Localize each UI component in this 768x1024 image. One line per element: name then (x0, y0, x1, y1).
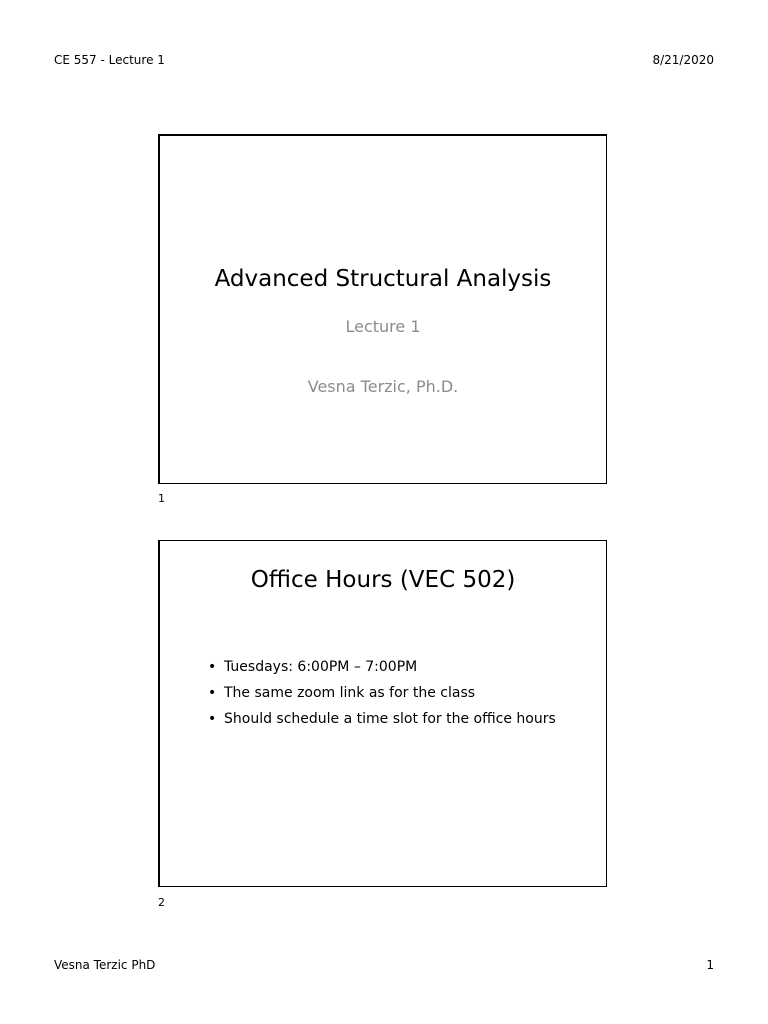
slide-2 (158, 540, 607, 887)
page-header (54, 53, 714, 67)
slide-2-title: Office Hours (VEC 502) (250, 567, 516, 593)
slide-number-1: 1 (158, 492, 165, 505)
slide-1-title: Advanced Structural Analysis (214, 266, 552, 292)
author-footer: Vesna Terzic PhD (54, 958, 156, 972)
slide-1 (158, 134, 607, 484)
course-label: CE 557 - Lecture 1 (54, 53, 165, 67)
page-number: 1 (706, 958, 714, 972)
slide-1-author: Vesna Terzic, Ph.D. (307, 377, 459, 396)
bullet-item: • Should schedule a time slot for the office hours (208, 706, 556, 732)
bullet-item: • The same zoom link as for the class (208, 680, 556, 706)
bullet-item: • Tuesdays: 6:00PM – 7:00PM (208, 654, 556, 680)
slide-1-subtitle: Lecture 1 (345, 317, 421, 336)
page-footer (54, 958, 714, 972)
date-label: 8/21/2020 (652, 53, 714, 67)
slide-number-2: 2 (158, 896, 165, 909)
slide-2-bullet-list (208, 654, 556, 732)
